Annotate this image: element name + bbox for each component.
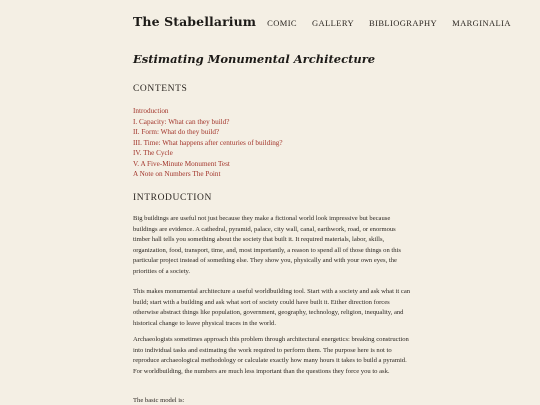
intro-paragraph-4: The basic model is: [133, 397, 185, 404]
top-navigation [133, 14, 526, 29]
intro-paragraph-2: This makes monumental architecture a useful worldbuilding tool. Start with a society and ask what it can build; start with a building and ask what sort of society could have built it. Either direction forces otherwise abstract things like population, government, geography, technology, religion, inequality, and historical change to leave physical traces in the world. [133, 288, 411, 327]
nav-link-bibliography[interactable]: BIBLIOGRAPHY [369, 18, 438, 28]
toc-link-time[interactable]: III. Time: What happens after centuries of building? [133, 138, 283, 147]
toc-link-monument-test[interactable]: V. A Five-Minute Monument Test [133, 159, 230, 168]
site-title-link[interactable]: The Stabellarium [133, 14, 257, 29]
nav-link-comic[interactable]: COMIC [267, 18, 298, 28]
introduction-heading: INTRODUCTION [133, 193, 212, 203]
intro-paragraph-3: Archaeologists sometimes approach this problem through architectural energetics: breaking construction into individual tasks and estimating the work required to perform them. The purpose here is not to reproduce archaeological methodology or calculate exactly how many hours it takes to build a pyramid. For worldbuilding, the numbers are much less important than the questions they force you to ask. [133, 336, 409, 375]
page-title: Estimating Monumental Architecture [133, 52, 376, 66]
toc-link-cycle[interactable]: IV. The Cycle [133, 149, 173, 157]
nav-link-marginalia[interactable]: MARGINALIA [452, 18, 511, 28]
nav-link-gallery[interactable]: GALLERY [312, 18, 355, 28]
intro-paragraph-1: Big buildings are useful not just because they make a fictional world look impressive but because buildings are evidence. A cathedral, pyramid, palace, city wall, canal, earthwork, road, or enormous timber hall tells you something about the society that built it. It required materials, labor, skills, organization, food, transport, time, and, most importantly, a reason to spend all of those things on this particular project instead of something else. They show you, physically and with your own eyes, the priorities of a society. [133, 215, 401, 275]
toc-link-note-on-numbers[interactable]: A Note on Numbers The Point [133, 170, 221, 178]
table-of-contents [133, 106, 283, 180]
contents-heading: CONTENTS [133, 84, 188, 94]
toc-link-introduction[interactable]: Introduction [133, 107, 169, 115]
toc-link-form[interactable]: II. Form: What do they build? [133, 128, 220, 136]
toc-link-capacity[interactable]: I. Capacity: What can they build? [133, 117, 230, 126]
